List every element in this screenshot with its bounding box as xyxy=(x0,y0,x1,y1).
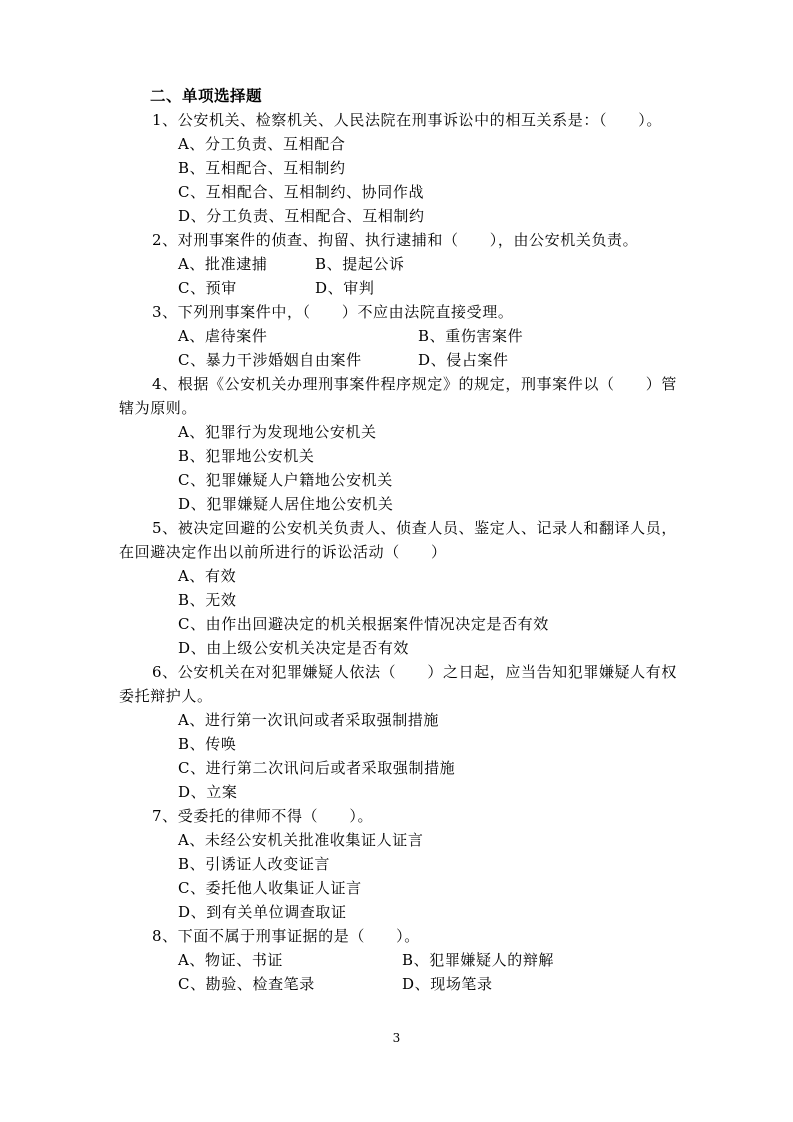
question-7-option-a: A、未经公安机关批准收集证人证言 xyxy=(178,831,424,849)
question-6-option-b: B、传唤 xyxy=(178,735,237,753)
question-6-stem: 6、公安机关在对犯罪嫌疑人依法（ ）之日起，应当告知犯罪嫌疑人有权 xyxy=(152,663,677,681)
question-5-option-a: A、有效 xyxy=(178,567,237,585)
question-5-stem-continued: 在回避决定作出以前所进行的诉讼活动（ ） xyxy=(119,543,447,561)
question-8-option-c: C、勘验、检查笔录 xyxy=(178,975,315,993)
question-1-option-a: A、分工负责、互相配合 xyxy=(178,135,346,153)
section-title: 二、单项选择题 xyxy=(150,87,263,105)
question-1-stem: 1、公安机关、检察机关、人民法院在刑事诉讼中的相互关系是：（ ）。 xyxy=(152,111,662,129)
question-6-option-a: A、进行第一次讯问或者采取强制措施 xyxy=(178,711,440,729)
question-1-option-c: C、互相配合、互相制约、协同作战 xyxy=(178,183,425,201)
question-1-option-d: D、分工负责、互相配合、互相制约 xyxy=(178,207,425,225)
question-6-option-d: D、立案 xyxy=(178,783,238,801)
question-5-option-c: C、由作出回避决定的机关根据案件情况决定是否有效 xyxy=(178,615,549,633)
question-7-option-d: D、到有关单位调查取证 xyxy=(178,903,347,921)
question-6-stem-continued: 委托辩护人。 xyxy=(119,687,213,705)
question-5-option-d: D、由上级公安机关决定是否有效 xyxy=(178,639,410,657)
question-8-option-d: D、现场笔录 xyxy=(402,975,493,993)
question-2-option-a: A、批准逮捕 xyxy=(178,255,268,273)
question-3-option-b: B、重伤害案件 xyxy=(418,327,524,345)
question-3-option-a: A、虐待案件 xyxy=(178,327,268,345)
question-4-option-b: B、犯罪地公安机关 xyxy=(178,447,315,465)
question-8-option-b: B、犯罪嫌疑人的辩解 xyxy=(402,951,555,969)
question-7-option-c: C、委托他人收集证人证言 xyxy=(178,879,362,897)
question-6-option-c: C、进行第二次讯问后或者采取强制措施 xyxy=(178,759,456,777)
question-1-option-b: B、互相配合、互相制约 xyxy=(178,159,346,177)
question-8-stem: 8、下面不属于刑事证据的是（ ）。 xyxy=(152,927,420,945)
question-5-stem: 5、被决定回避的公安机关负责人、侦查人员、鉴定人、记录人和翻译人员， xyxy=(152,519,677,537)
question-2-option-b: B、提起公诉 xyxy=(315,255,405,273)
question-4-stem-continued: 辖为原则。 xyxy=(119,399,198,417)
question-2-option-d: D、审判 xyxy=(315,279,375,297)
question-5-option-b: B、无效 xyxy=(178,591,237,609)
question-3-option-d: D、侵占案件 xyxy=(418,351,509,369)
question-3-option-c: C、暴力干涉婚姻自由案件 xyxy=(178,351,362,369)
page-number: 3 xyxy=(392,1031,401,1045)
question-2-stem: 2、对刑事案件的侦查、拘留、执行逮捕和（ ），由公安机关负责。 xyxy=(152,231,639,249)
question-4-option-d: D、犯罪嫌疑人居住地公安机关 xyxy=(178,495,394,513)
question-8-option-a: A、物证、书证 xyxy=(178,951,284,969)
question-7-stem: 7、受委托的律师不得（ ）。 xyxy=(152,807,374,825)
question-4-option-a: A、犯罪行为发现地公安机关 xyxy=(178,423,377,441)
question-4-stem: 4、根据《公安机关办理刑事案件程序规定》的规定，刑事案件以（ ）管 xyxy=(152,375,677,393)
question-4-option-c: C、犯罪嫌疑人户籍地公安机关 xyxy=(178,471,393,489)
question-3-stem: 3、下列刑事案件中，（ ）不应由法院直接受理。 xyxy=(152,303,514,321)
question-2-option-c: C、预审 xyxy=(178,279,237,297)
question-7-option-b: B、引诱证人改变证言 xyxy=(178,855,331,873)
